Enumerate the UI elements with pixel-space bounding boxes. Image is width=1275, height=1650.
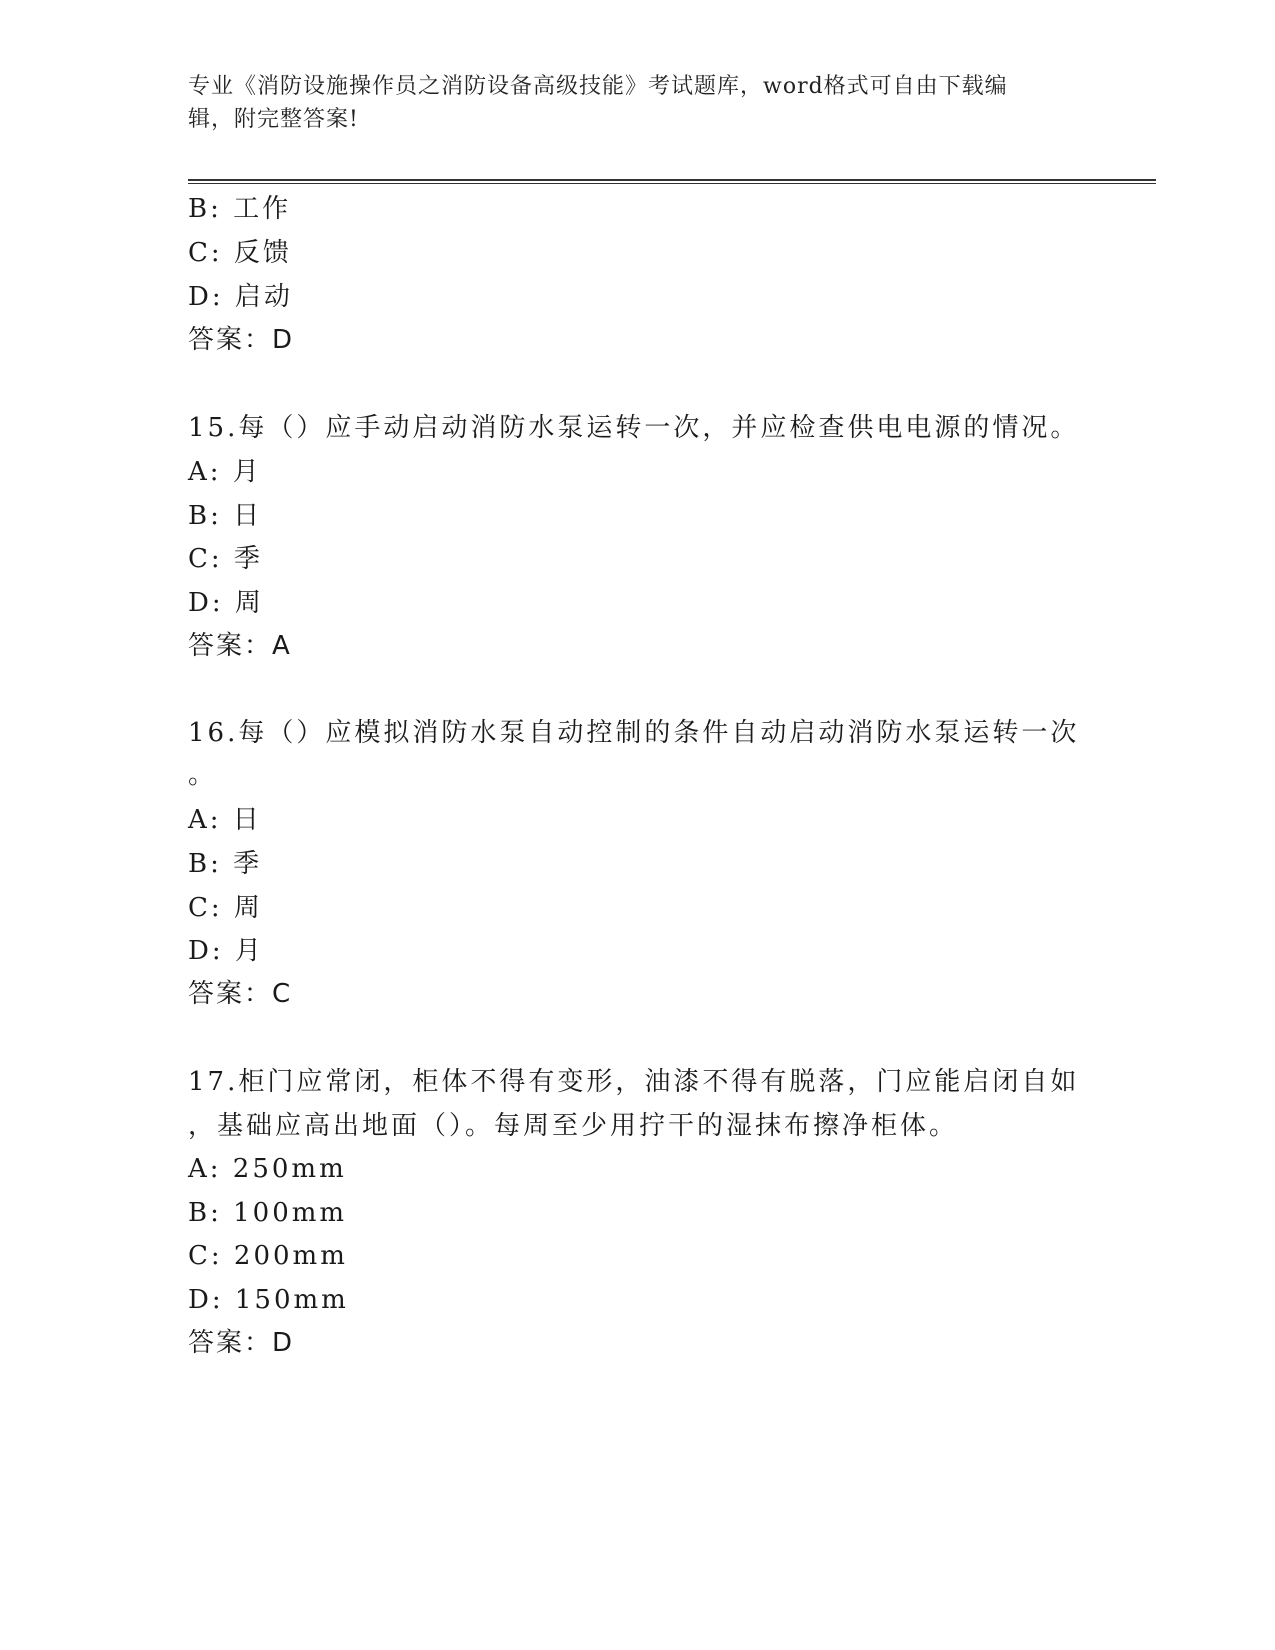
option-a: A: 250mm	[188, 1154, 347, 1184]
option-c: C: 周	[188, 893, 263, 923]
answer-line: 答案：C	[188, 979, 293, 1009]
question-16-stem: 16.每（）应模拟消防水泵自动控制的条件自动启动消防水泵运转一次	[188, 718, 1080, 748]
header-line-1: 专业《消防设施操作员之消防设备高级技能》考试题库，word格式可自由下载编	[188, 74, 1008, 99]
answer-line: 答案：D	[188, 1328, 295, 1358]
option-a: A: 日	[188, 805, 262, 835]
option-c: C: 季	[188, 544, 263, 574]
question-17-stem: 17.柜门应常闭，柜体不得有变形，油漆不得有脱落，门应能启闭自如	[188, 1067, 1080, 1097]
option-b: B: 日	[188, 501, 263, 531]
answer-line: 答案：A	[188, 631, 292, 661]
option-b: B: 季	[188, 849, 263, 879]
question-15-stem: 15.每（）应手动启动消防水泵运转一次，并应检查供电电源的情况。	[188, 413, 1080, 443]
question-17-stem-cont: ，基础应高出地面（）。每周至少用拧干的湿抹布擦净柜体。	[188, 1111, 959, 1141]
option-c: C: 200mm	[188, 1241, 348, 1271]
option-c: C: 反馈	[188, 238, 292, 268]
option-b: B: 工作	[188, 194, 292, 224]
option-d: D: 启动	[188, 282, 293, 312]
answer-line: 答案：D	[188, 325, 295, 355]
option-d: D: 150mm	[188, 1285, 349, 1315]
option-b: B: 100mm	[188, 1198, 348, 1228]
option-d: D: 月	[188, 936, 264, 966]
header-divider-thick	[188, 179, 1156, 181]
header-line-2: 辑，附完整答案!	[188, 107, 359, 132]
option-d: D: 周	[188, 588, 264, 618]
question-16-stem-cont: 。	[188, 760, 218, 790]
option-a: A: 月	[188, 457, 262, 487]
header-divider-thin	[188, 183, 1156, 184]
document-header	[188, 70, 1088, 136]
